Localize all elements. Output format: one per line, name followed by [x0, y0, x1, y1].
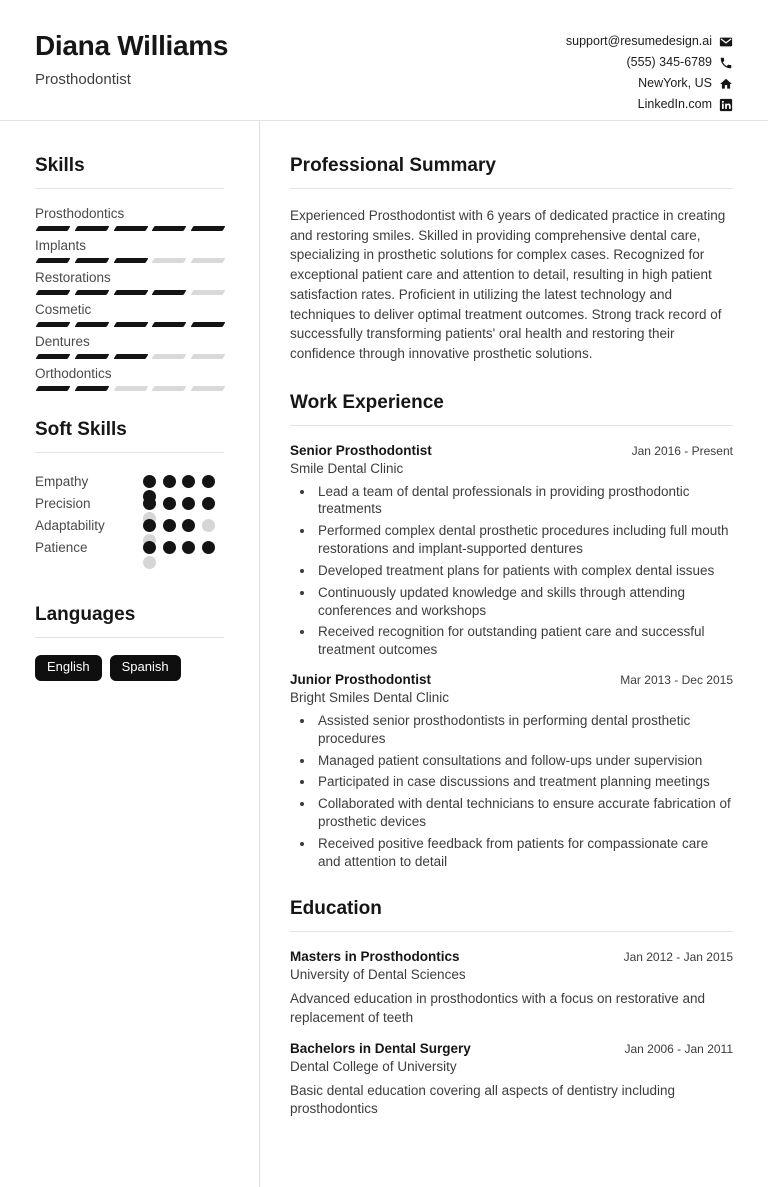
contact-row[interactable] [627, 52, 733, 73]
skill-bar-segment [191, 386, 226, 391]
skill-bar-segment [152, 226, 187, 231]
rating-dot [163, 541, 176, 554]
skill-bar-segment [191, 290, 226, 295]
rating-dot [182, 475, 195, 488]
entry-header [290, 949, 733, 964]
skill-item [35, 238, 224, 263]
language-badge: Spanish [110, 655, 181, 681]
skill-bar-segment [152, 354, 187, 359]
entry-description: Basic dental education covering all aspects of dentistry including prosthodontics [290, 1082, 675, 1117]
soft-skills-heading: Soft Skills [35, 419, 224, 453]
skill-bar-segment [152, 290, 187, 295]
languages-list [35, 655, 224, 681]
contact-list [566, 30, 733, 115]
summary-text: Experienced Prosthodontist with 6 years of dedicated practice in creating and restoring smiles. Skilled in providing comprehensive dental care, specializing in prosthetic solutions for complex cases. Recognized for exceptional patient care and attention to detail, resulting in high patient satisfaction rates. Proficient in utilizing the latest technology and techniques to deliver optimal treatment outcomes. Strong track record of successfully transforming patients' oral health and restoring their confidence through innovative prosthetic solutions. [290, 208, 726, 361]
rating-dot [163, 497, 176, 510]
entry-title: Senior Prosthodontist [290, 442, 432, 458]
skills-heading: Skills [35, 155, 224, 189]
skill-bar-segment [74, 226, 109, 231]
skill-item [35, 270, 224, 295]
contact-row[interactable] [638, 73, 733, 94]
skill-bar-segment [113, 290, 148, 295]
skill-label: Cosmetic [35, 302, 92, 317]
rating-dot [202, 519, 215, 532]
language-badge: English [35, 655, 102, 681]
contact-text: LinkedIn.com [637, 97, 712, 111]
bullet-item: • Assisted senior prosthodontists in performing dental prosthetic procedures [315, 712, 733, 748]
soft-skill-dots [143, 519, 215, 532]
skill-bar-segment [36, 322, 71, 327]
experience-entry [290, 672, 733, 871]
bullet-item: • Received positive feedback from patients for compassionate care and attention to detail [315, 835, 733, 871]
experience-entry [290, 443, 733, 659]
main-column [260, 121, 768, 1187]
contact-text: (555) 345-6789 [626, 55, 712, 69]
skill-item [35, 206, 224, 231]
skill-bar-segment [152, 322, 187, 327]
entry-date: Jan 2006 - Jan 2011 [624, 1041, 733, 1056]
soft-skill-label: Adaptability [35, 517, 105, 533]
skill-item [35, 366, 224, 391]
rating-dot [202, 541, 215, 554]
rating-dot [143, 497, 156, 510]
rating-dot [143, 519, 156, 532]
education-entry [290, 1041, 733, 1119]
skill-bar-segment [74, 386, 109, 391]
email-icon [719, 35, 733, 49]
entry-title: Junior Prosthodontist [290, 671, 431, 687]
entry-title: Masters in Prosthodontics [290, 949, 460, 965]
skill-label: Implants [35, 238, 87, 253]
skill-bar-segment [36, 354, 71, 359]
skill-bar-segment [113, 226, 148, 231]
rating-dot [163, 519, 176, 532]
content-columns [0, 121, 768, 1187]
skill-label: Restorations [35, 270, 111, 285]
rating-dot [163, 475, 176, 488]
skill-bar-segment [113, 322, 148, 327]
skill-bar-segment [152, 386, 187, 391]
soft-skill-row [35, 514, 224, 536]
skill-item [35, 334, 224, 359]
experience-heading: Work Experience [290, 392, 733, 426]
contact-row[interactable] [566, 31, 733, 52]
identity-block [35, 30, 228, 88]
bullet-item: • Lead a team of dental professionals in providing prosthodontic treatments [315, 483, 733, 519]
languages-heading: Languages [35, 604, 224, 638]
bullet-item: • Managed patient consultations and follow-ups under supervision [315, 752, 733, 770]
bullet-item: • Participated in case discussions and treatment planning meetings [315, 773, 733, 791]
entry-bullets [290, 483, 733, 659]
contact-row[interactable] [638, 94, 733, 115]
skill-bar-segment [113, 258, 148, 263]
soft-skill-row [35, 492, 224, 514]
rating-dot [202, 497, 215, 510]
skill-bar-segment [74, 354, 109, 359]
skill-bar-segment [191, 226, 226, 231]
skill-bar-segment [152, 258, 187, 263]
entry-school: University of Dental Sciences [290, 967, 466, 983]
skill-bar-segment [191, 322, 226, 327]
soft-skill-row [35, 470, 224, 492]
skill-bar-segment [36, 386, 71, 391]
rating-dot [182, 519, 195, 532]
phone-icon [719, 56, 733, 70]
soft-skill-row [35, 536, 224, 558]
skill-label: Dentures [35, 334, 90, 349]
home-icon [719, 77, 733, 91]
skill-label: Prosthodontics [35, 206, 125, 221]
soft-skill-label: Precision [35, 495, 91, 511]
soft-skill-dots [143, 497, 215, 510]
rating-dot [202, 475, 215, 488]
soft-skill-label: Patience [35, 539, 88, 555]
skill-bar-segment [36, 226, 71, 231]
skill-bar-segment [113, 386, 148, 391]
entry-title: Bachelors in Dental Surgery [290, 1040, 471, 1056]
education-list [290, 949, 733, 1119]
education-section [290, 898, 733, 1119]
skill-bar-segment [113, 354, 148, 359]
experience-list [290, 443, 733, 871]
bullet-item: • Received recognition for outstanding patient care and successful treatment outcomes [315, 623, 733, 659]
skill-bar-segment [36, 258, 71, 263]
entry-date: Jan 2016 - Present [631, 443, 733, 458]
soft-skill-label: Empathy [35, 473, 89, 489]
soft-skills-list [35, 470, 224, 576]
skill-bar-segment [74, 322, 109, 327]
skill-level-bar [35, 290, 224, 295]
skills-list [35, 206, 224, 391]
soft-skill-dots [143, 541, 215, 554]
skill-item [35, 302, 224, 327]
rating-dot [143, 556, 156, 569]
skill-bar-segment [191, 354, 226, 359]
skill-bar-segment [36, 290, 71, 295]
entry-header [290, 443, 733, 458]
entry-company: Smile Dental Clinic [290, 460, 404, 476]
bullet-item: • Continuously updated knowledge and skills through attending conferences and workshops [315, 584, 733, 620]
skill-level-bar [35, 354, 224, 359]
skill-level-bar [35, 322, 224, 327]
contact-text: support@resumedesign.ai [565, 34, 712, 48]
entry-date: Mar 2013 - Dec 2015 [620, 672, 733, 687]
skills-section [35, 155, 224, 391]
summary-section [290, 155, 733, 364]
sidebar [0, 121, 260, 1187]
skill-bar-segment [74, 290, 109, 295]
entry-header [290, 1041, 733, 1056]
rating-dot [182, 497, 195, 510]
skill-bar-segment [191, 258, 226, 263]
entry-bullets [290, 712, 733, 871]
summary-heading: Professional Summary [290, 155, 733, 189]
rating-dot [143, 541, 156, 554]
skill-level-bar [35, 226, 224, 231]
contact-text: NewYork, US [638, 76, 712, 90]
entry-company: Bright Smiles Dental Clinic [290, 689, 450, 705]
entry-description: Advanced education in prosthodontics with a focus on restorative and replacement of teeth [290, 991, 706, 1026]
person-job-title: Prosthodontist [35, 71, 131, 88]
linkedin-icon [719, 98, 733, 112]
skill-level-bar [35, 258, 224, 263]
skill-label: Orthodontics [35, 366, 112, 381]
person-name: Diana Williams [35, 30, 229, 61]
soft-skill-dots [143, 475, 215, 488]
bullet-item: • Performed complex dental prosthetic procedures including full mouth restorations and implant-supported dentures [315, 522, 733, 558]
education-heading: Education [290, 898, 733, 932]
bullet-item: • Developed treatment plans for patients with complex dental issues [315, 562, 733, 580]
bullet-item: • Collaborated with dental technicians to ensure accurate fabrication of prosthetic devices [315, 795, 733, 831]
entry-school: Dental College of University [290, 1058, 457, 1074]
entry-date: Jan 2012 - Jan 2015 [623, 950, 733, 965]
soft-skills-section [35, 419, 224, 576]
languages-section [35, 604, 224, 681]
education-entry [290, 949, 733, 1027]
header [0, 0, 768, 121]
entry-header [290, 672, 733, 687]
experience-section [290, 392, 733, 871]
rating-dot [182, 541, 195, 554]
rating-dot [143, 475, 156, 488]
skill-level-bar [35, 386, 224, 391]
skill-bar-segment [74, 258, 109, 263]
